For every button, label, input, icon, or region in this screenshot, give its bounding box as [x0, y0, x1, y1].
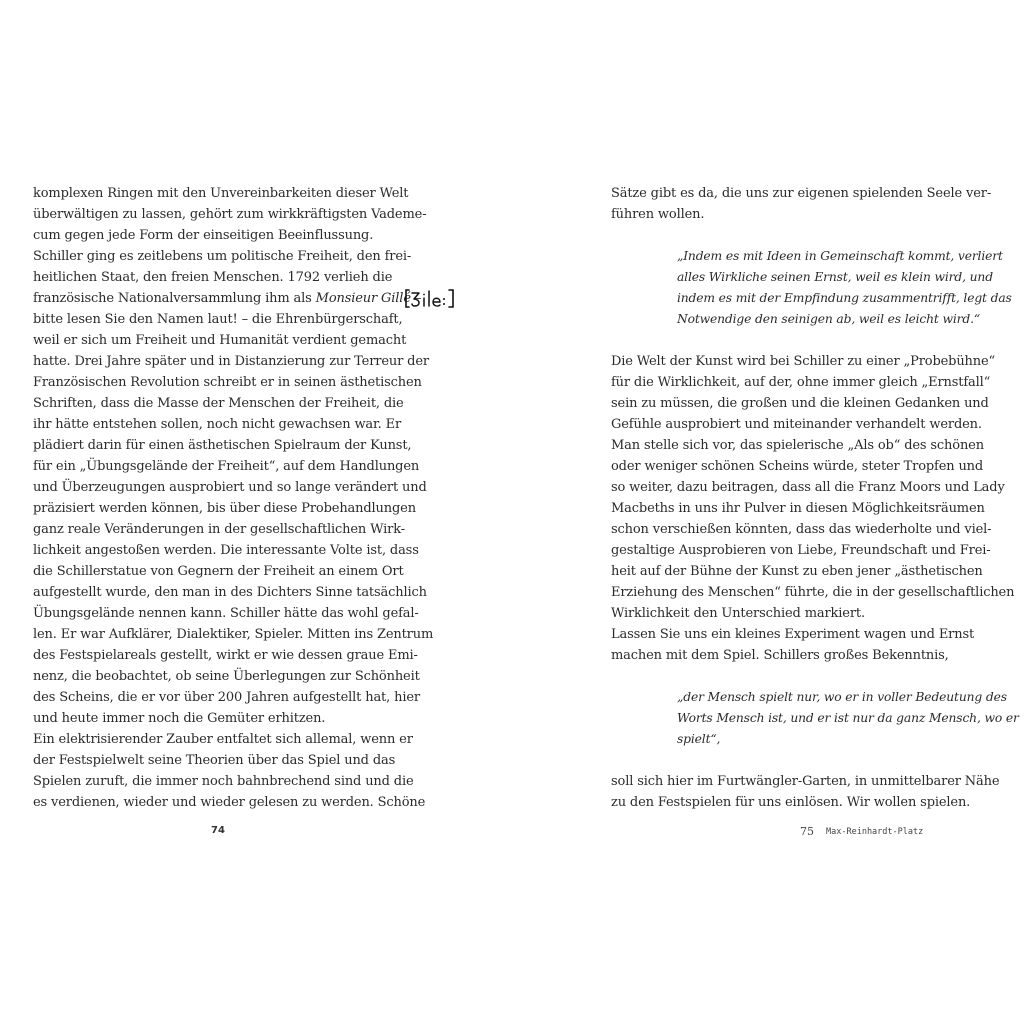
- text-line: machen mit dem Spiel. Schillers großes Bekenntnis,: [611, 648, 949, 663]
- text-line-monsieur-gille: [33, 288, 423, 309]
- text-line: soll sich hier im Furtwängler-Garten, in unmittelbarer Nähe: [611, 774, 1000, 789]
- text-line: Wirklichkeit den Unterschied markiert.: [611, 606, 865, 621]
- text-line: komplexen Ringen mit den Unvereinbarkeiten dieser Welt: [33, 186, 409, 201]
- handwritten-phonetic-drawing: [404, 288, 460, 310]
- text-line: zu den Festspielen für uns einlösen. Wir wollen spielen.: [611, 795, 971, 810]
- text-line: schon verschießen könnten, dass das wiederholte und viel-: [611, 522, 992, 537]
- text-line: und Überzeugungen ausprobiert und so lange verändert und: [33, 480, 427, 495]
- page-number-right: 75: [800, 825, 814, 838]
- text-line: Macbeths in uns ihr Pulver in diesen Möglichkeitsräumen: [611, 501, 985, 516]
- text-fragment: –: [410, 291, 422, 306]
- text-line: Übungsgelände nennen kann. Schiller hätte das wohl gefal-: [33, 606, 419, 621]
- handwritten-phonetic-annotation: [404, 288, 460, 314]
- schiller-quote-1: [611, 246, 1012, 330]
- text-line: Schiller ging es zeitlebens um politische Freiheit, den frei-: [33, 249, 412, 264]
- text-line: cum gegen jede Form der einseitigen Beeinflussung.: [33, 228, 374, 243]
- quote-line: indem es mit der Empfindung zusammentrifft, legt das: [677, 291, 1012, 305]
- text-line: Sätze gibt es da, die uns zur eigenen spielenden Seele ver-: [611, 186, 992, 201]
- left-page: [33, 183, 434, 813]
- text-line: sein zu müssen, die großen und die kleinen Gedanken und: [611, 396, 989, 411]
- text-line: Die Welt der Kunst wird bei Schiller zu einer „Probebühne“: [611, 354, 996, 369]
- text-line: oder weniger schönen Scheins würde, steter Tropfen und: [611, 459, 984, 474]
- text-line: es verdienen, wieder und wieder gelesen zu werden. Schöne: [33, 795, 426, 810]
- spacer: [611, 750, 1001, 771]
- spacer: [611, 666, 1001, 687]
- schiller-quote-2: [611, 687, 1019, 750]
- text-line: heitlichen Staat, den freien Menschen. 1792 verlieh die: [33, 270, 393, 285]
- spacer: [611, 330, 1001, 351]
- text-line: aufgestellt wurde, den man in des Dichters Sinne tatsächlich: [33, 585, 427, 600]
- text-line: Ein elektrisierender Zauber entfaltet sich allemal, wenn er: [33, 732, 413, 747]
- text-line: so weiter, dazu beitragen, dass all die Franz Moors und Lady: [611, 480, 1005, 495]
- text-line: ganz reale Veränderungen in der gesellschaftlichen Wirk-: [33, 522, 405, 537]
- text-line: und heute immer noch die Gemüter erhitzen.: [33, 711, 326, 726]
- text-line: des Scheins, die er vor über 200 Jahren aufgestellt hat, hier: [33, 690, 420, 705]
- text-line: für die Wirklichkeit, auf der, ohne immer gleich „Ernstfall“: [611, 375, 991, 390]
- text-line: ihr hätte entstehen sollen, noch nicht gewachsen war. Er: [33, 417, 402, 432]
- text-line: bitte lesen Sie den Namen laut! – die Ehrenbürgerschaft,: [33, 312, 403, 327]
- right-page: [611, 183, 1019, 813]
- quote-line: spielt“,: [677, 732, 721, 746]
- text-line: Schriften, dass die Masse der Menschen der Freiheit, die: [33, 396, 404, 411]
- text-line: der Festspielwelt seine Theorien über das Spiel und das: [33, 753, 396, 768]
- text-line: Lassen Sie uns ein kleines Experiment wagen und Ernst: [611, 627, 975, 642]
- text-line: weil er sich um Freiheit und Humanität verdient gemacht: [33, 333, 407, 348]
- text-line: nenz, die beobachtet, ob seine Überlegungen zur Schönheit: [33, 669, 420, 684]
- text-line: Spielen zuruft, die immer noch bahnbrechend sind und die: [33, 774, 414, 789]
- text-line: Man stelle sich vor, das spielerische „Als ob“ des schönen: [611, 438, 984, 453]
- text-line: überwältigen zu lassen, gehört zum wirkkräftigsten Vademe-: [33, 207, 427, 222]
- text-line: lichkeit angestoßen werden. Die interessante Volte ist, dass: [33, 543, 419, 558]
- text-line: Gefühle ausprobiert und miteinander verhandelt werden.: [611, 417, 982, 432]
- text-line: heit auf der Bühne der Kunst zu eben jener „ästhetischen: [611, 564, 983, 579]
- quote-line: Worts Mensch ist, und er ist nur da ganz Mensch, wo er: [677, 711, 1019, 725]
- quote-line: Notwendige den seinigen ab, weil es leicht wird.“: [677, 312, 980, 326]
- text-line: für ein „Übungsgelände der Freiheit“, auf dem Handlungen: [33, 459, 420, 474]
- text-line: len. Er war Aufklärer, Dialektiker, Spieler. Mitten ins Zentrum: [33, 627, 434, 642]
- text-line: die Schillerstatue von Gegnern der Freiheit an einem Ort: [33, 564, 404, 579]
- text-line: Erziehung des Menschen“ führte, die in der gesellschaftlichen: [611, 585, 1015, 600]
- text-line: Französischen Revolution schreibt er in seinen ästhetischen: [33, 375, 422, 390]
- text-fragment: französische Nationalversammlung ihm als: [33, 291, 316, 306]
- text-line: präzisiert werden können, bis über diese Probehandlungen: [33, 501, 416, 516]
- text-line: des Festspielareals gestellt, wirkt er wie dessen graue Emi-: [33, 648, 418, 663]
- text-line: führen wollen.: [611, 207, 705, 222]
- quote-line: alles Wirkliche seinen Ernst, weil es klein wird, und: [677, 270, 993, 284]
- text-line: gestaltige Ausprobieren von Liebe, Freundschaft und Frei-: [611, 543, 991, 558]
- quote-line: „der Mensch spielt nur, wo er in voller Bedeutung des: [677, 690, 1007, 704]
- text-line: plädiert darin für einen ästhetischen Spielraum der Kunst,: [33, 438, 412, 453]
- quote-line: „Indem es mit Ideen in Gemeinschaft kommt, verliert: [677, 249, 1003, 263]
- text-line: hatte. Drei Jahre später und in Distanzierung zur Terreur der: [33, 354, 429, 369]
- page-number-left: 74: [211, 825, 225, 836]
- spacer: [611, 225, 1001, 246]
- name-monsieur-gille: Monsieur Gillé: [315, 291, 411, 306]
- running-title: Max-Reinhardt-Platz: [826, 827, 924, 837]
